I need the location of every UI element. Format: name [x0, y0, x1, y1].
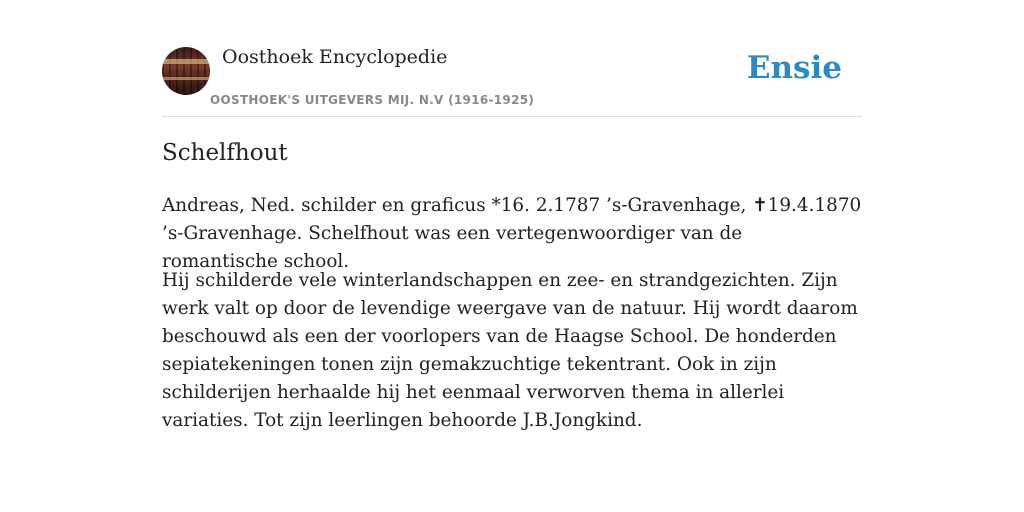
source-subtitle: OOSTHOEK'S UITGEVERS MIJ. N.V (1916-1925) [210, 93, 535, 107]
book-spines-icon [162, 47, 210, 95]
article-paragraph: Hij schilderde vele winterlandschappen en zee- en strandgezichten. Zijn werk valt op door de levendige weergave van de natuur. Hij wordt daarom beschouwd als een der voorlopers van de Haagse School. De honderden sepiatekeningen tonen zijn gemakzuchtige tekentrant. Ook in zijn schilderijen herhaalde hij het eenmaal verworven thema in allerlei variaties. Tot zijn leerlingen behoorde J.B.Jongkind. [162, 270, 858, 431]
book-band-icon [162, 77, 210, 80]
article-title: Schelfhout [162, 140, 288, 166]
article [162, 140, 862, 431]
brand-logo[interactable]: Ensie [746, 50, 842, 86]
article-paragraph: Andreas, Ned. schilder en graficus *16. 2.1787 ’s-Gravenhage, ✝19.4.1870 ’s-Gravenhage. Schelfhout was een vertegenwoordiger van de romantische school. [162, 195, 862, 272]
source-header [162, 46, 862, 117]
book-band-icon [162, 59, 210, 64]
source-title[interactable]: Oosthoek Encyclopedie [222, 46, 448, 68]
encyclopedia-avatar[interactable] [162, 47, 210, 95]
